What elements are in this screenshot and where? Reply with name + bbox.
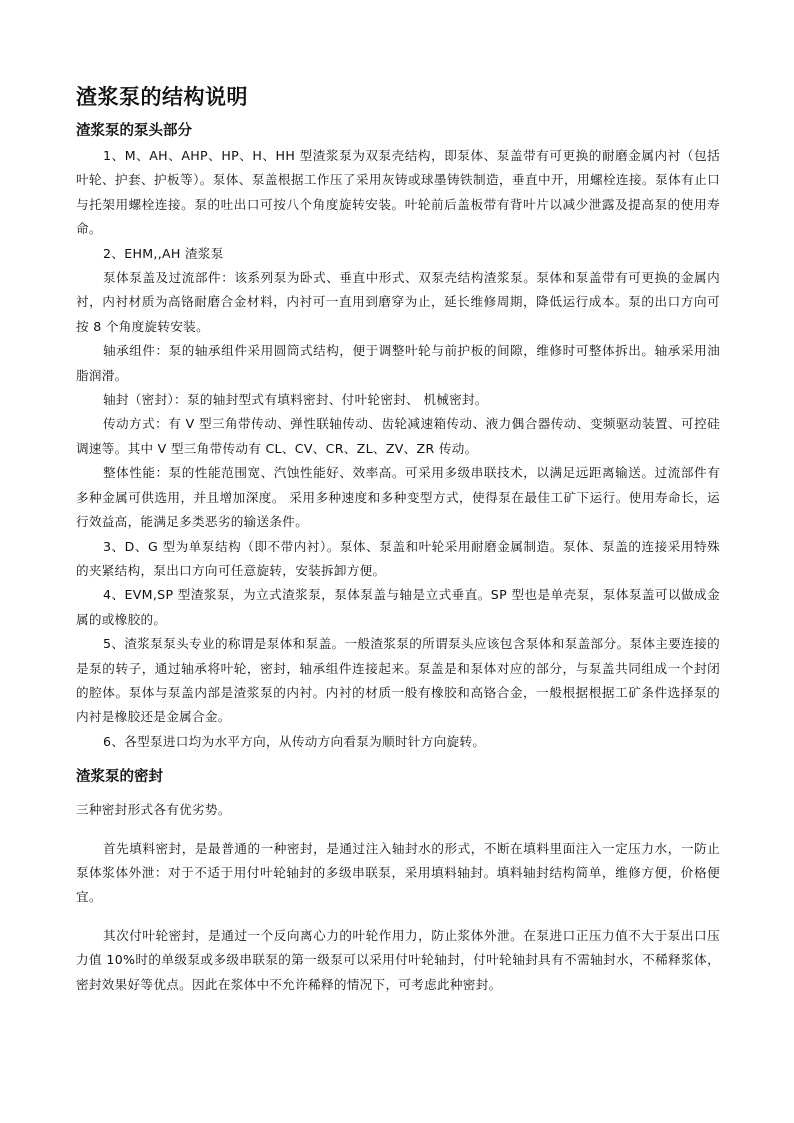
section-heading: 渣浆泵的密封 [76,769,163,786]
section-heading: 渣浆泵的泵头部分 [76,123,192,139]
paragraph: 三种密封形式各有优劣势。 [76,802,231,818]
paragraph: 轴承组件：泵的轴承组件采用圆筒式结构，便于调整叶轮与前护板的间隙，维修时可整体拆出。轴承采用油脂润滑。 [76,343,720,383]
paragraph: 轴封（密封）：泵的轴封型式有填料密封、付叶轮密封、 机械密封。 [103,392,488,408]
paragraph: 首先填料密封，是最普通的一种密封，是通过注入轴封水的形式，不断在填料里面注入一定压力水，一防止泵体浆体外泄：对于不适于用付叶轮轴封的多级串联泵，采用填料轴封。填料轴封结构简单，维修方便，价格便宜。 [76,840,720,905]
paragraph: 5、渣浆泵泵头专业的称谓是泵体和泵盖。一般渣浆泵的所谓泵头应该包含泵体和泵盖部分。泵体主要连接的是泵的转子，通过轴承将叶轮，密封，轴承组件连接起来。泵盖是和泵体对应的部分，与泵盖共同组成一个封闭的腔体。泵体与泵盖内部是渣浆泵的内衬。内衬的材质一般有橡胶和高铬合金，一般根据根据工矿条件选择泵的内衬是橡胶还是金属合金。 [76,636,720,725]
section-pump-head [76,118,720,754]
paragraph: 6、各型泵进口均为水平方向，从传动方向看泵为顺时针方向旋转。 [103,733,486,749]
document-title: 渣浆泵的结构说明 [76,85,248,109]
paragraph: 其次付叶轮密封，是通过一个反向离心力的叶轮作用力，防止浆体外泄。在泵进口正压力值不大于泵出口压力值 10%时的单级泵或多级串联泵的第一级泵可以采用付叶轮轴封，付叶轮轴封具有不需轴封水，不稀释浆体，密封效果好等优点。因此在浆体中不允许稀释的情况下，可考虑此种密封。 [76,927,720,992]
paragraph: 整体性能：泵的性能范围宽、汽蚀性能好、效率高。可采用多级串联技术，以满足远距离输送。过流部件有多种金属可供选用，并且增加深度。 采用多种速度和多种变型方式，使得泵在最佳工矿下运行。使用寿命长，运行效益高，能满足多类恶劣的输送条件。 [76,465,720,530]
paragraph: 2、EHM,,AH 渣浆泵 [103,245,224,261]
paragraph: 传动方式：有 V 型三角带传动、弹性联轴传动、齿轮减速箱传动、液力偶合器传动、变频驱动装置、可控硅调速等。其中 V 型三角带传动有 CL、CV、CR、ZL、ZV、ZR 传动。 [76,416,720,456]
section-seal [76,764,720,997]
paragraph: 泵体泵盖及过流部件：该系列泵为卧式、垂直中形式、双泵壳结构渣浆泵。泵体和泵盖带有可更换的金属内衬，内衬材质为高铬耐磨合金材料，内衬可一直用到磨穿为止，延长维修周期，降低运行成本。泵的出口方向可按 8 个角度旋转安装。 [76,270,720,334]
paragraph: 4、EVM,SP 型渣浆泵，为立式渣浆泵，泵体泵盖与轴是立式垂直。SP 型也是单壳泵，泵体泵盖可以做成金属的或橡胶的。 [76,587,720,627]
paragraph: 3、D、G 型为单泵结构（即不带内衬）。泵体、泵盖和叶轮采用耐磨金属制造。泵体、泵盖的连接采用特殊的夹紧结构，泵出口方向可任意旋转，安装拆卸方便。 [76,538,720,578]
document-page [76,82,720,997]
paragraph: 1、M、AH、AHP、HP、H、HH 型渣浆泵为双泵壳结构，即泵体、泵盖带有可更换的耐磨金属内衬（包括叶轮、护套、护板等）。泵体、泵盖根据工作压了采用灰铸或球墨铸铁制造，垂直中开，用螺栓连接。泵体有止口与托架用螺栓连接。泵的吐出口可按八个角度旋转安装。叶轮前后盖板带有背叶片以减少泄露及提高泵的使用寿命。 [76,148,720,237]
